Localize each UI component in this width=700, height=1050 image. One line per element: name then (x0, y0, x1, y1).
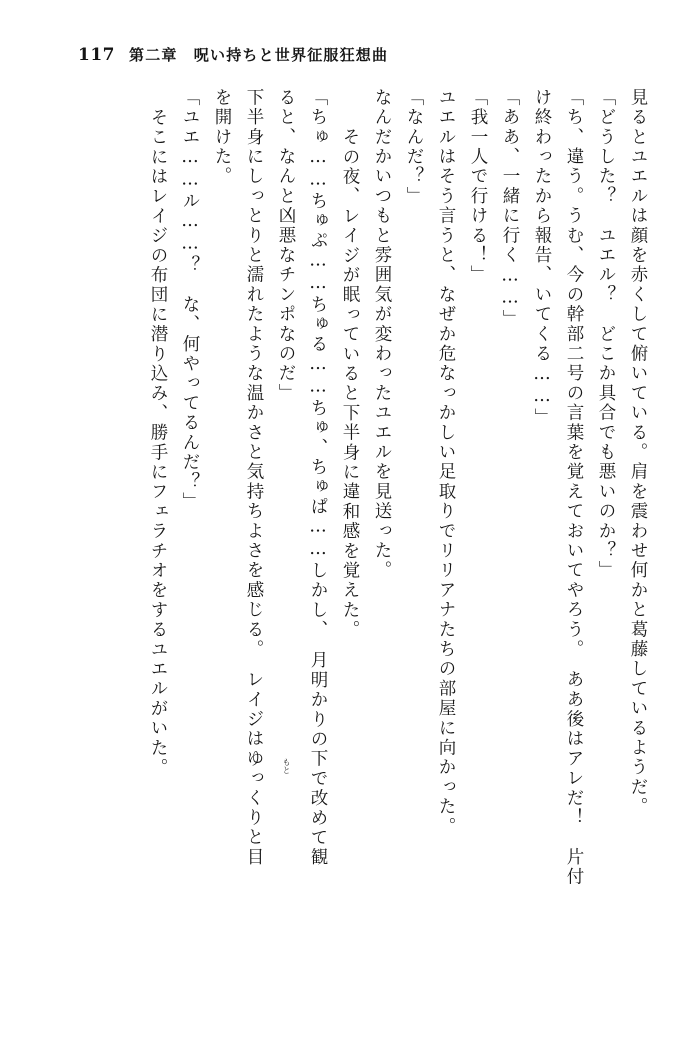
page-number: 117 (78, 45, 115, 65)
text-line: 「なんだ？」 (404, 88, 424, 207)
text-line: 「ちゅ……ちゅぷ……ちゅる……ちゅ、ちゅぱ……しかし、 月明かりの下で改めて観 (308, 88, 328, 868)
text-line: 「ああ、一緒に行く……」 (500, 88, 520, 330)
text-line: け終わったから報告、いてくる……」 (532, 88, 552, 428)
text-line: ユエルはそう言うと、なぜか危なっかしい足取りでリリアナたちの部屋に向かった。 (436, 88, 456, 837)
page-header (78, 44, 388, 65)
text-line: 下半身にしっとりと濡れたような温かさと気持ちよさを感じる。 レイジはゆっくりと目 (244, 88, 264, 868)
ruby-annotation-moto: もと (282, 758, 291, 774)
text-line: そこにはレイジの布団に潜り込み、勝手にフェラチオをするユエルがいた。 (148, 108, 168, 778)
text-line: 「ち、違う。うむ、今の幹部二号の言葉を覚えておいてやろう。 ああ後はアレだ！ 片付 (564, 88, 584, 887)
vertical-text-body (60, 88, 646, 1018)
text-line: その夜、レイジが眠っていると下半身に違和感を覚えた。 (340, 108, 360, 640)
chapter-running-head: 第二章 呪い持ちと世界征服狂想曲 (129, 46, 389, 64)
text-line: 「ユエ……ル……？ な、何やってるんだ？」 (180, 88, 200, 512)
text-line: ると、なんと凶悪なチンポなのだ」 (276, 88, 296, 404)
text-line: 見るとユエルは顔を赤くして俯いている。肩を震わせ何かと葛藤しているようだ。 (628, 88, 648, 817)
text-line: 「我一人で行ける！」 (468, 88, 488, 285)
text-line: を開けた。 (212, 88, 232, 187)
text-line: なんだかいつもと雰囲気が変わったユエルを見送った。 (372, 88, 392, 581)
text-line: 「どうした？ ユエル？ どこか具合でも悪いのか？」 (596, 88, 616, 581)
